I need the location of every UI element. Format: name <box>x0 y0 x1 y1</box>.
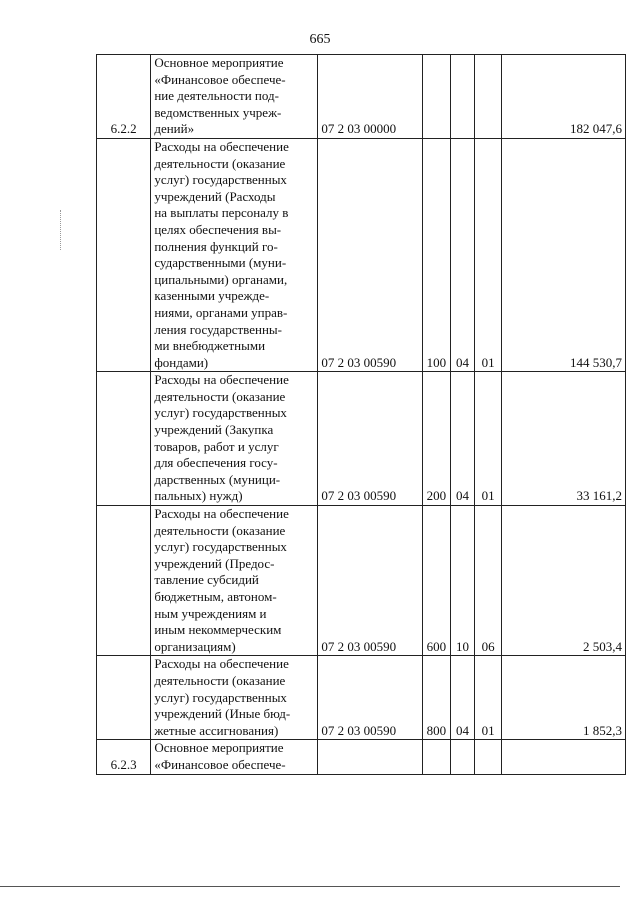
row-rz <box>450 55 475 139</box>
row-code: 07 2 03 00590 <box>318 372 423 506</box>
row-number: 6.2.3 <box>97 740 151 774</box>
row-rz: 04 <box>450 372 475 506</box>
row-name-line: ние деятельности под- <box>154 88 279 104</box>
row-name-line: фондами) <box>154 354 209 370</box>
row-number: 6.2.2 <box>97 55 151 139</box>
row-pr: 06 <box>475 506 502 656</box>
table-row <box>97 506 626 656</box>
row-name-line: Основное мероприятие <box>154 740 284 756</box>
page-number: 665 <box>309 32 331 47</box>
row-name-line: для обеспечения госу- <box>154 455 278 471</box>
row-amount: 33 161,2 <box>501 372 625 506</box>
row-name <box>151 55 318 139</box>
table-row <box>97 740 626 774</box>
row-name-line: дарственных (муници- <box>154 471 281 487</box>
row-name <box>151 372 318 506</box>
row-name-line: ципальными) органами, <box>154 271 288 287</box>
row-number <box>97 138 151 371</box>
row-name-line: Расходы на обеспечение <box>154 656 289 672</box>
row-name-line: услуг) государственных <box>154 405 287 421</box>
row-name-line: учреждений (Закупка <box>154 422 274 438</box>
row-name-line: Основное мероприятие <box>154 55 284 70</box>
row-name-line: казенными учрежде- <box>154 288 270 304</box>
row-name-line: тавление субсидий <box>154 572 259 588</box>
row-name-line: деятельности (оказание <box>154 672 286 688</box>
row-code: 07 2 03 00590 <box>318 506 423 656</box>
row-name-line: ным учреждениям и <box>154 605 267 621</box>
row-name <box>151 740 318 774</box>
row-name-line: услуг) государственных <box>154 172 287 188</box>
budget-table <box>96 54 626 775</box>
row-rz <box>450 740 475 774</box>
row-name-line: целях обеспечения вы- <box>154 221 282 237</box>
row-name-line: деятельности (оказание <box>154 155 286 171</box>
row-name-line: учреждений (Предос- <box>154 555 275 571</box>
margin-scan-mark <box>60 210 62 250</box>
row-name <box>151 656 318 740</box>
row-name-line: деятельности (оказание <box>154 522 286 538</box>
row-name-line: организациям) <box>154 638 236 654</box>
row-number <box>97 372 151 506</box>
row-name-line: учреждений (Иные бюд- <box>154 706 291 722</box>
row-pr: 01 <box>475 656 502 740</box>
row-name-line: ления государственны- <box>154 321 282 337</box>
row-name-line: услуг) государственных <box>154 539 287 555</box>
row-name-line: Расходы на обеспечение <box>154 138 289 154</box>
row-name-line: «Финансовое обеспече- <box>154 71 286 87</box>
row-vr: 100 <box>422 138 450 371</box>
row-amount: 144 530,7 <box>501 138 625 371</box>
row-pr <box>475 55 502 139</box>
row-pr: 01 <box>475 138 502 371</box>
row-name-line: деятельности (оказание <box>154 388 286 404</box>
row-vr: 800 <box>422 656 450 740</box>
row-name-line: жетные ассигнования) <box>154 722 279 738</box>
row-name-line: учреждений (Расходы <box>154 188 276 204</box>
row-name-line: на выплаты персоналу в <box>154 205 289 221</box>
row-amount: 182 047,6 <box>501 55 625 139</box>
row-name-line: дений» <box>154 121 195 137</box>
row-name <box>151 506 318 656</box>
table-row <box>97 656 626 740</box>
table-row <box>97 138 626 371</box>
row-code: 07 2 03 00590 <box>318 656 423 740</box>
row-name-line: сударственными (муни- <box>154 255 287 271</box>
table-row <box>97 55 626 139</box>
row-code <box>318 740 423 774</box>
row-name-line: ми внебюджетными <box>154 338 266 354</box>
row-amount <box>501 740 625 774</box>
row-name-line: полнения функций го- <box>154 238 278 254</box>
row-number <box>97 506 151 656</box>
table-row <box>97 372 626 506</box>
row-name-line: ниями, органами управ- <box>154 304 288 320</box>
row-name-line: ведомственных учреж- <box>154 104 282 120</box>
row-amount: 2 503,4 <box>501 506 625 656</box>
row-rz: 10 <box>450 506 475 656</box>
row-amount: 1 852,3 <box>501 656 625 740</box>
row-rz: 04 <box>450 656 475 740</box>
row-name-line: Расходы на обеспечение <box>154 372 289 388</box>
row-name-line: «Финансовое обеспече- <box>154 756 286 772</box>
row-number <box>97 656 151 740</box>
row-code: 07 2 03 00590 <box>318 138 423 371</box>
row-name-line: Расходы на обеспечение <box>154 506 289 522</box>
row-vr <box>422 740 450 774</box>
row-pr: 01 <box>475 372 502 506</box>
row-vr: 600 <box>422 506 450 656</box>
row-name-line: бюджетным, автоном- <box>154 589 277 604</box>
table-body <box>97 55 626 775</box>
row-name <box>151 138 318 371</box>
row-code: 07 2 03 00000 <box>318 55 423 139</box>
row-vr <box>422 55 450 139</box>
row-vr: 200 <box>422 372 450 506</box>
row-name-line: услуг) государственных <box>154 689 287 705</box>
row-name-line: пальных) нужд) <box>154 488 243 504</box>
bottom-rule <box>0 886 620 887</box>
row-name-line: иным некоммерческим <box>154 622 282 638</box>
row-name-line: товаров, работ и услуг <box>154 438 279 454</box>
row-rz: 04 <box>450 138 475 371</box>
row-pr <box>475 740 502 774</box>
